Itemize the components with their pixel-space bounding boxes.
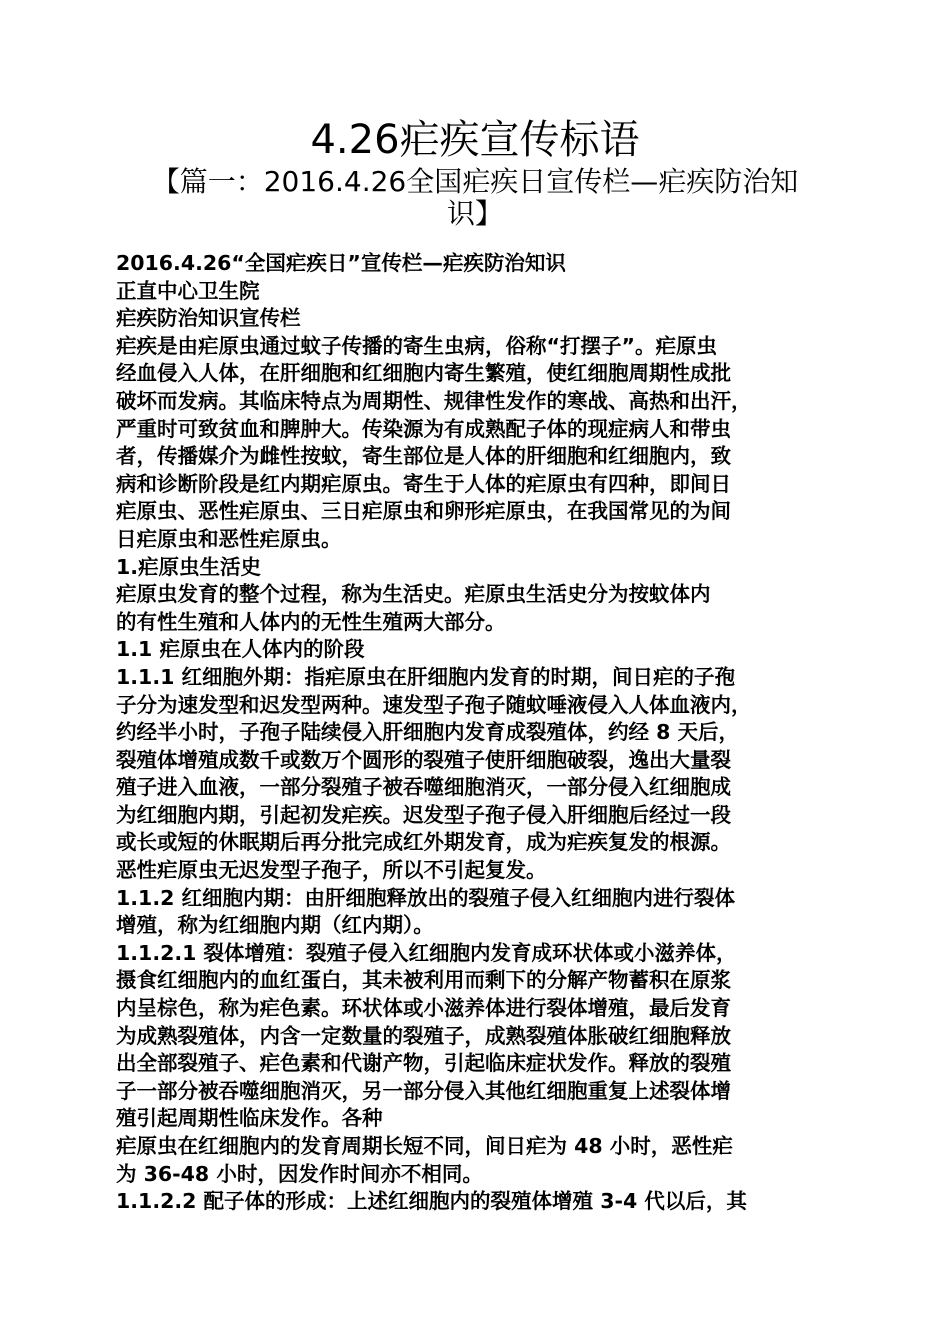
body-line: 内呈棕色，称为疟色素。环状体或小滋养体进行裂体增殖，最后发育 [116,996,731,1021]
body-line: 经血侵入人体，在肝细胞和红细胞内寄生繁殖，使红细胞周期性成批 [116,361,731,386]
body-line: 严重时可致贫血和脾肿大。传染源为有成熟配子体的现症病人和带虫 [116,416,731,441]
body-line: 疟原虫、恶性疟原虫、三日疟原虫和卵形疟原虫，在我国常见的为间 [116,499,731,524]
body-line: 子分为速发型和迟发型两种。速发型子孢子随蚊唾液侵入人体血液内， [116,692,752,717]
body-line: 正直中心卫生院 [116,278,260,303]
body-line: 1.1.1 红细胞外期：指疟原虫在肝细胞内发育的时期，间日疟的子孢 [116,664,736,689]
body-line: 1.1.2.1 裂体增殖：裂殖子侵入红细胞内发育成环状体或小滋养体， [116,940,737,965]
body-line: 殖子进入血液，一部分裂殖子被吞噬细胞消灭，一部分侵入红细胞成 [116,775,731,800]
body-line: 增殖，称为红细胞内期（红内期）。 [116,913,434,938]
body-line: 日疟原虫和恶性疟原虫。 [116,526,342,551]
body-line: 为红细胞内期，引起初发疟疾。迟发型子孢子侵入肝细胞后经过一段 [116,802,731,827]
body-line: 为 36-48 小时，因发作时间亦不相同。 [116,1161,483,1186]
body-line: 恶性疟原虫无迟发型子孢子，所以不引起复发。 [116,858,547,883]
body-line: 子一部分被吞噬细胞消灭，另一部分侵入其他红细胞重复上述裂体增 [116,1078,731,1103]
body-line: 病和诊断阶段是红内期疟原虫。寄生于人体的疟原虫有四种，即间日 [116,471,731,496]
body-line: 出全部裂殖子、疟色素和代谢产物，引起临床症状发作。释放的裂殖 [116,1051,731,1076]
document-title: 4.26疟疾宣传标语 [310,117,640,163]
body-line: 2016.4.26“全国疟疾日”宣传栏—疟疾防治知识 [116,251,566,275]
document-subtitle [130,166,820,230]
subtitle-line-2: 识】 [446,197,503,230]
body-line: 为成熟裂殖体，内含一定数量的裂殖子，成熟裂殖体胀破红细胞释放 [116,1023,731,1048]
body-line: 疟原虫发育的整个过程，称为生活史。疟原虫生活史分为按蚊体内 [116,582,711,607]
body-line: 的有性生殖和人体内的无性生殖两大部分。 [116,609,506,634]
body-line: 疟疾防治知识宣传栏 [116,306,301,331]
body-line: 疟疾是由疟原虫通过蚊子传播的寄生虫病，俗称“打摆子”。疟原虫 [116,333,717,358]
body-line: 摄食红细胞内的血红蛋白，其未被利用而剩下的分解产物蓄积在原浆 [116,968,731,993]
body-line: 破坏而发病。其临床特点为周期性、规律性发作的寒战、高热和出汗， [116,388,752,413]
body-line: 1.1.2.2 配子体的形成：上述红细胞内的裂殖体增殖 3-4 代以后，其 [116,1189,747,1214]
body-line: 1.1 疟原虫在人体内的阶段 [116,637,365,662]
body-line: 约经半小时，子孢子陆续侵入肝细胞内发育成裂殖体，约经 8 天后， [116,720,740,745]
body-line: 者，传播媒介为雌性按蚊，寄生部位是人体的肝细胞和红细胞内，致 [116,444,731,469]
body-line: 殖引起周期性临床发作。各种 [116,1106,383,1131]
body-line: 裂殖体增殖成数千或数万个圆形的裂殖子使肝细胞破裂，逸出大量裂 [116,747,731,772]
document-body [116,250,848,1216]
body-line: 或长或短的休眠期后再分批完成红外期发育，成为疟疾复发的根源。 [116,830,731,855]
body-line: 1.疟原虫生活史 [116,554,262,579]
body-line: 1.1.2 红细胞内期：由肝细胞释放出的裂殖子侵入红细胞内进行裂体 [116,885,736,910]
body-line: 疟原虫在红细胞内的发育周期长短不同，间日疟为 48 小时，恶性疟 [116,1134,733,1158]
subtitle-line-1: 【篇一：2016.4.26全国疟疾日宣传栏—疟疾防治知 [151,165,799,198]
